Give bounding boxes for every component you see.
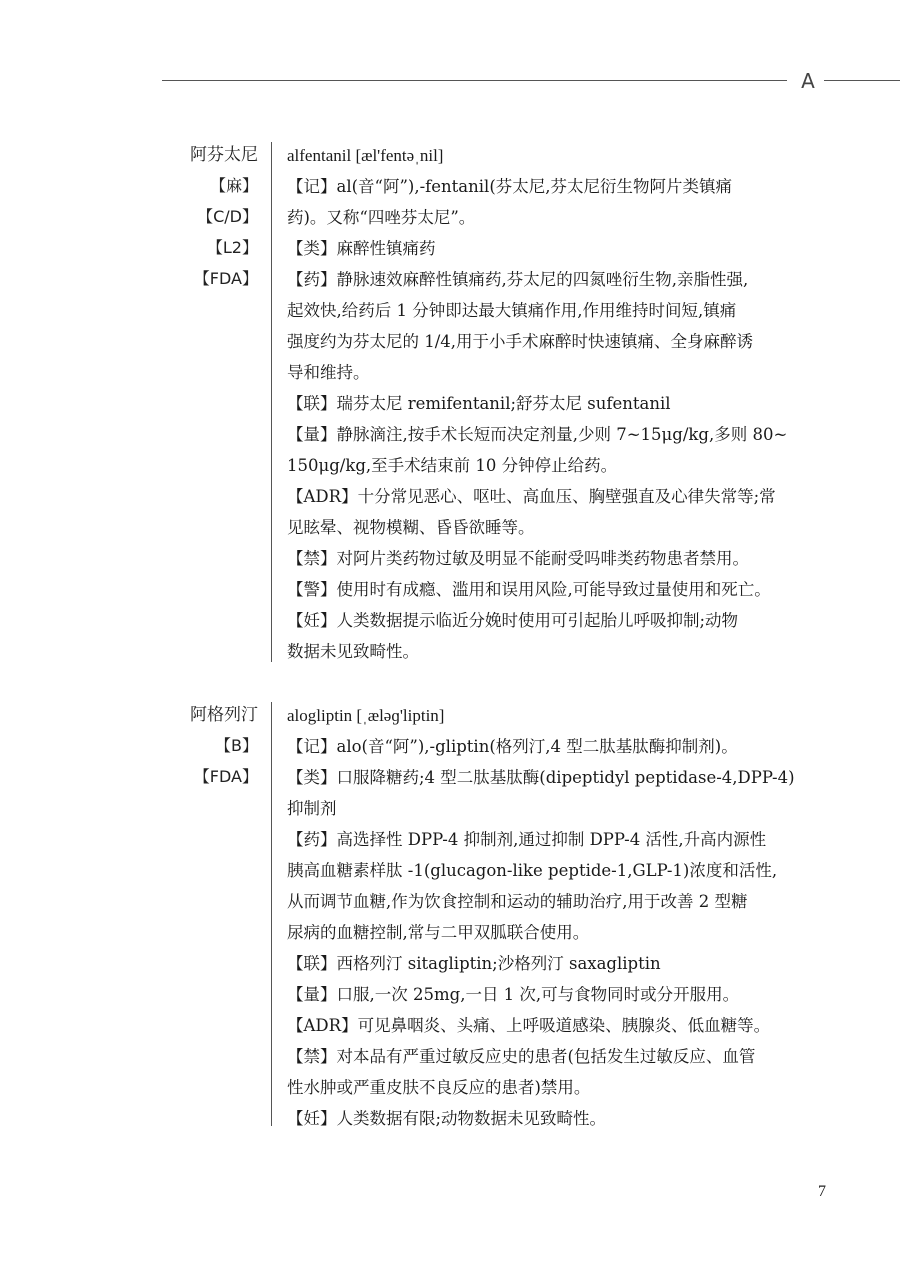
text-line: 胰高血糖素样肽 -1(glucagon-like peptide-1,GLP-1)浓度和活性, (287, 861, 778, 880)
text-line: 强度约为芬太尼的 1/4,用于小手术麻醉时快速镇痛、全身麻醉诱 (287, 332, 754, 351)
section-letter: A (801, 69, 815, 93)
text-line: 【量】静脉滴注,按手术长短而决定剂量,少则 7~15μg/kg,多则 80~ (287, 425, 788, 444)
text-line: 【类】麻醉性镇痛药 (287, 239, 436, 258)
page-number: 7 (818, 1183, 826, 1200)
text-line: 数据未见致畸性。 (287, 642, 419, 661)
headword: alogliptin [ˌæləɡ'liptin] (287, 706, 445, 725)
text-line: 从而调节血糖,作为饮食控制和运动的辅助治疗,用于改善 2 型糖 (287, 892, 748, 911)
category-code: 【FDA】 (193, 767, 258, 786)
text-line: 性水肿或严重皮肤不良反应的患者)禁用。 (287, 1078, 591, 1097)
header-rule-right (824, 80, 900, 81)
text-line: 【类】口服降糖药;4 型二肽基肽酶(dipeptidyl peptidase-4,DPP-4) (287, 768, 795, 787)
category-code: 【B】 (215, 736, 258, 755)
text-line: 见眩晕、视物模糊、昏昏欲睡等。 (287, 518, 535, 537)
entry-divider-line (271, 702, 272, 1126)
category-code: 【麻】 (209, 176, 258, 195)
text-line: 导和维持。 (287, 363, 370, 382)
text-line: 抑制剂 (287, 799, 337, 818)
text-line: 【ADR】可见鼻咽炎、头痛、上呼吸道感染、胰腺炎、低血糖等。 (287, 1016, 771, 1035)
text-line: 起效快,给药后 1 分钟即达最大镇痛作用,作用维持时间短,镇痛 (287, 301, 737, 320)
text-line: 【禁】对本品有严重过敏反应史的患者(包括发生过敏反应、血管 (287, 1047, 756, 1066)
category-code: 【C/D】 (197, 207, 258, 226)
entry-content (287, 700, 817, 1134)
text-line: 【ADR】十分常见恶心、呕吐、高血压、胸壁强直及心律失常等;常 (287, 487, 776, 506)
category-code: 【FDA】 (193, 269, 258, 288)
category-code: 【L2】 (206, 238, 258, 257)
text-line: 【记】al(音“阿”),-fentanil(芬太尼,芬太尼衍生物阿片类镇痛 (287, 177, 733, 196)
text-line: 150μg/kg,至手术结束前 10 分钟停止给药。 (287, 456, 618, 475)
text-line: 尿病的血糖控制,常与二甲双胍联合使用。 (287, 923, 590, 942)
text-line: 【记】alo(音“阿”),-gliptin(格列汀,4 型二肽基肽酶抑制剂)。 (287, 737, 738, 756)
text-line: 【联】西格列汀 sitagliptin;沙格列汀 saxagliptin (287, 954, 661, 973)
header-rule-left (162, 80, 787, 81)
headword: alfentanil [æl'fentəˌnil] (287, 146, 444, 165)
text-line: 【警】使用时有成瘾、滥用和误用风险,可能导致过量使用和死亡。 (287, 580, 771, 599)
text-line: 【药】静脉速效麻醉性镇痛药,芬太尼的四氮唑衍生物,亲脂性强, (287, 270, 749, 289)
entry-gutter (140, 140, 258, 295)
entry-divider-line (271, 142, 272, 662)
text-line: 【妊】人类数据提示临近分娩时使用可引起胎儿呼吸抑制;动物 (287, 611, 739, 630)
drug-name-chinese: 阿芬太尼 (190, 145, 258, 165)
drug-name-chinese: 阿格列汀 (190, 705, 258, 725)
text-line: 【量】口服,一次 25mg,一日 1 次,可与食物同时或分开服用。 (287, 985, 740, 1004)
text-line: 【禁】对阿片类药物过敏及明显不能耐受吗啡类药物患者禁用。 (287, 549, 749, 568)
text-line: 【妊】人类数据有限;动物数据未见致畸性。 (287, 1109, 607, 1128)
text-line: 【联】瑞芬太尼 remifentanil;舒芬太尼 sufentanil (287, 394, 671, 413)
entry-content (287, 140, 817, 667)
text-line: 【药】高选择性 DPP-4 抑制剂,通过抑制 DPP-4 活性,升高内源性 (287, 830, 767, 849)
entry-gutter (140, 700, 258, 793)
text-line: 药)。又称“四唑芬太尼”。 (287, 208, 476, 227)
